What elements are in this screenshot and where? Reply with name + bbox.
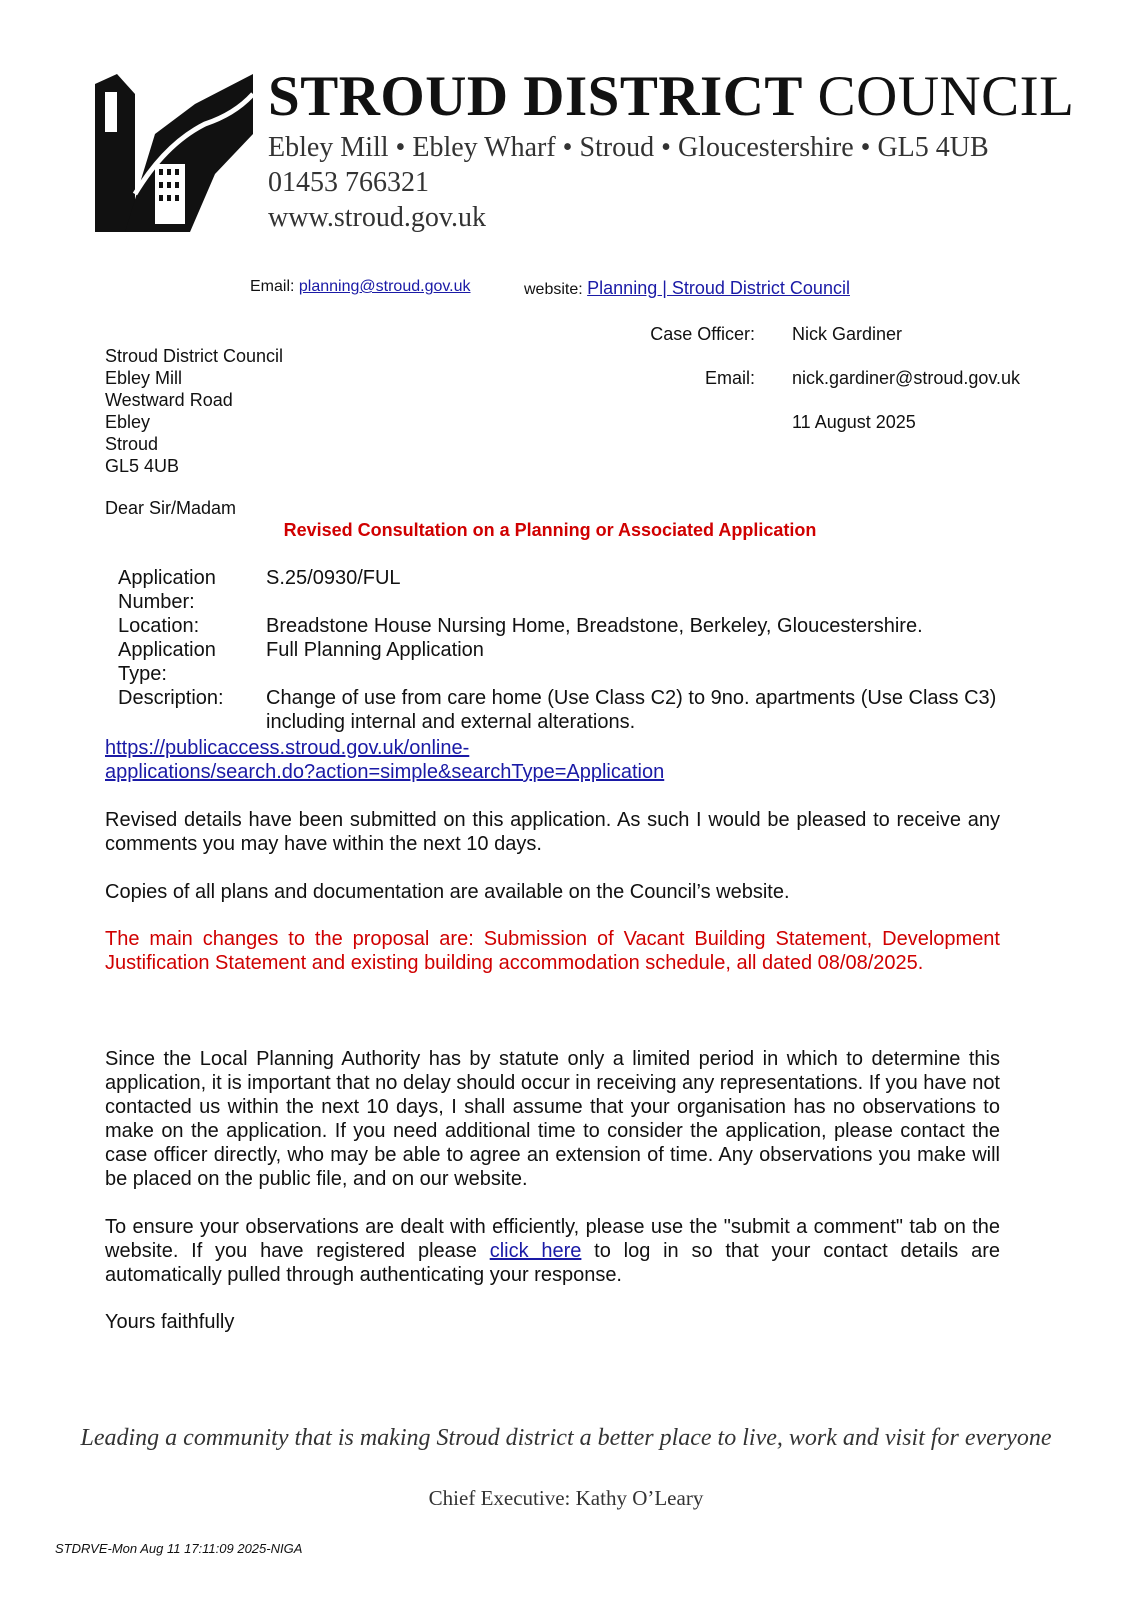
officer-email: nick.gardiner@stroud.gov.uk: [792, 368, 1021, 388]
application-number: S.25/0930/FUL: [266, 567, 401, 589]
council-logo: [95, 74, 253, 232]
recipient-address: Stroud District Council Ebley Mill Westward Road Ebley Stroud GL5 4UB: [105, 346, 284, 476]
footer-tagline: Leading a community that is making Stroud district a better place to live, work and visit for everyone: [80, 1425, 1052, 1451]
contact-website: website: Planning | Stroud District Council: [524, 278, 850, 298]
council-web: www.stroud.gov.uk: [268, 202, 487, 233]
paragraph-revised: Revised details have been submitted on this application. As such I would be pleased to receive any comments you may have within the next 10 days.: [105, 809, 1000, 855]
planning-email-link[interactable]: planning@stroud.gov.uk: [298, 278, 471, 295]
application-type: Full Planning Application: [266, 639, 484, 661]
public-access-link[interactable]: https://publicaccess.stroud.gov.uk/online- applications/search.do?action=simple&searchType=Application: [105, 737, 665, 783]
application-location: Breadstone House Nursing Home, Breadstone, Berkeley, Gloucestershire.: [266, 615, 923, 637]
document-reference: STDRVE-Mon Aug 11 17:11:09 2025-NIGA: [55, 1541, 303, 1556]
consultation-title: Revised Consultation on a Planning or Associated Application: [283, 520, 817, 540]
click-here-link[interactable]: click here: [489, 1240, 582, 1262]
letter-date: 11 August 2025: [792, 412, 916, 432]
paragraph-main-changes: The main changes to the proposal are: Submission of Vacant Building Statement, Development Justification Statement and existing building accommodation schedule, all dated 08/08/2025.: [105, 928, 1000, 974]
case-officer-name: Nick Gardiner: [792, 324, 903, 344]
paragraph-statute: Since the Local Planning Authority has by statute only a limited period in which to determine this application, it is important that no delay should occur in receiving any representations. If you have not contacted us within the next 10 days, I shall assume that your organisation has no observations to make on the application. If you need additional time to consider the application, please contact the case officer directly, who may be able to agree an extension of time. Any observations you make will be placed on the public file, and on our website.: [105, 1048, 1000, 1190]
council-phone: 01453 766321: [268, 167, 429, 198]
case-officer-label: Case Officer:: [650, 324, 755, 344]
signoff: Yours faithfully: [105, 1311, 235, 1333]
application-details: Application Number: S.25/0930/FUL Location: Breadstone House Nursing Home, Breadstone, Berkeley, Gloucestershire. Application Type: Full Planning Application Description: Change of use from care home (Use Class C2) to 9no. apartments (Use Class C3) including internal and external alterations.: [118, 566, 1036, 734]
officer-email-label: Email:: [704, 368, 755, 388]
council-address: Ebley Mill • Ebley Wharf • Stroud • Gloucestershire • GL5 4UB: [268, 132, 989, 163]
paragraph-submit-comment: To ensure your observations are dealt with efficiently, please use the "submit a comment" tab on the website. If you have registered please click here to log in so that your contact details are automatically pulled through authenticating your response.: [105, 1216, 1000, 1286]
paragraph-copies: Copies of all plans and documentation are available on the Council’s website.: [105, 881, 790, 903]
contact-email: Email: planning@stroud.gov.uk: [250, 278, 471, 295]
application-description: Change of use from care home (Use Class C2) to 9no. apartments (Use Class C3) including internal and external alterations.: [266, 687, 997, 733]
council-name: STROUD DISTRICT COUNCIL: [268, 65, 1075, 128]
salutation: Dear Sir/Madam: [105, 498, 237, 518]
chief-executive: Chief Executive: Kathy O’Leary: [428, 1486, 704, 1510]
planning-website-link[interactable]: Planning | Stroud District Council: [587, 278, 850, 298]
